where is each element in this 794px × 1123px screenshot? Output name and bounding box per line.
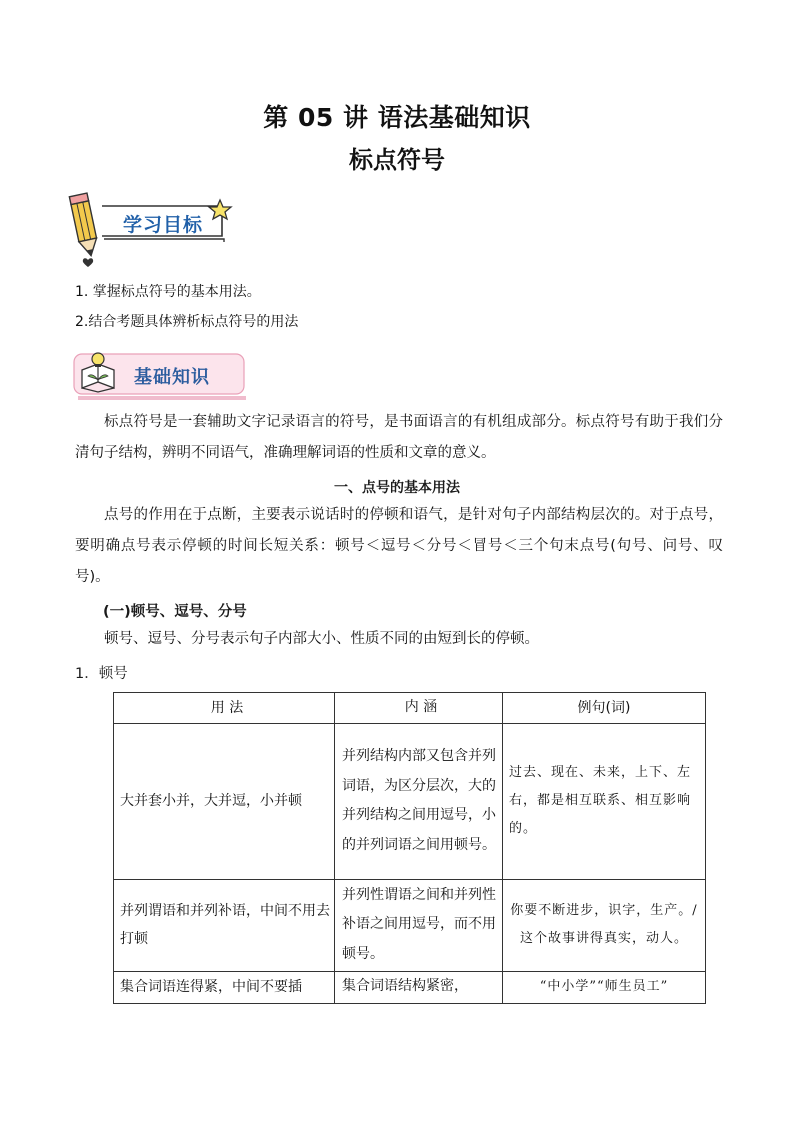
table-cell-usage: 大并套小并，大并逗，小并顿: [114, 723, 335, 879]
table-cell-usage: 集合词语连得紧，中间不要插: [114, 971, 335, 1003]
comma-usage-table: [113, 692, 706, 1004]
sub-paragraph: 顿号、逗号、分号表示句子内部大小、性质不同的由短到长的停顿。: [104, 631, 539, 647]
table-row: [114, 971, 706, 1003]
learning-goals-label: 学习目标: [122, 213, 203, 236]
goal-item: 1. 掌握标点符号的基本用法。: [75, 284, 261, 300]
basic-knowledge-badge: [70, 350, 250, 402]
sub-heading: (一)顿号、逗号、分号: [103, 604, 247, 620]
section-paragraph: 点号的作用在于点断，主要表示说话时的停顿和语气，是针对句子内部结构层次的。对于点号，要明确点号表示停顿的时间长短关系：顿号＜逗号＜分号＜冒号＜三个句末点号(句号、问号、叹号)。: [75, 507, 723, 585]
table-cell-meaning: 集合词语结构紧密，: [335, 971, 503, 1003]
item-heading: 1．顿号: [75, 666, 128, 682]
table-cell-example: “中小学”“师生员工”: [503, 971, 706, 1003]
learning-goals-badge: [64, 192, 242, 270]
table-row: [114, 723, 706, 879]
goal-item: 2.结合考题具体辨析标点符号的用法: [75, 314, 299, 330]
table-header-row: [114, 693, 706, 724]
page-subtitle: 标点符号: [349, 146, 445, 174]
table-cell-meaning: 并列性谓语之间和并列性补语之间用逗号，而不用顿号。: [335, 879, 503, 971]
section-heading: 一、点号的基本用法: [334, 480, 460, 496]
table-header: 例句(词): [503, 693, 706, 724]
page-title: 第 05 讲 语法基础知识: [263, 103, 531, 132]
table-header: 内 涵: [335, 693, 503, 724]
intro-paragraph: 标点符号是一套辅助文字记录语言的符号，是书面语言的有机组成部分。标点符号有助于我们分清句子结构，辨明不同语气，准确理解词语的性质和文章的意义。: [75, 414, 723, 461]
table-cell-usage: 并列谓语和并列补语，中间不用去打顿: [114, 879, 335, 971]
table-cell-meaning: 并列结构内部又包含并列词语，为区分层次，大的并列结构之间用逗号，小的并列词语之间用顿号。: [335, 723, 503, 879]
table-header: 用 法: [114, 693, 335, 724]
table-cell-example: 过去、现在、未来，上下、左右，都是相互联系、相互影响的。: [503, 723, 706, 879]
table-cell-example: 你要不断进步，识字，生产。/这个故事讲得真实，动人。: [503, 879, 706, 971]
basic-knowledge-label: 基础知识: [134, 367, 210, 388]
table-row: [114, 879, 706, 971]
